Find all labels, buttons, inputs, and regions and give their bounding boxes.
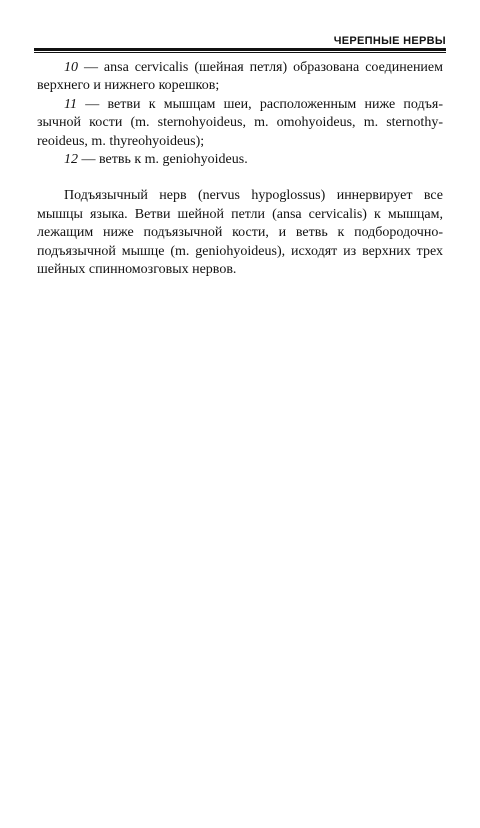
legend-number: 11	[64, 96, 77, 112]
running-head: ЧЕРЕПНЫЕ НЕРВЫ	[333, 35, 446, 47]
legend-text: — ansa cervicalis (шейная петля) образована соединением верхнего и нижнего корешков;	[37, 60, 443, 94]
legend-item-12	[37, 151, 443, 169]
header-rule-thin	[34, 52, 446, 53]
legend-number: 10	[64, 60, 78, 75]
body-paragraph: Подъязычный нерв (nervus hypoglossus) иннервирует все мышцы языка. Ветви шейной петли (ansa cervicalis) к мышцам, лежащим ниже подъязычной кости, и ветвь к подбородочноподъязычной мышце (m. geniohyoideus), исходят из верхних трех шейных спинномозговых нервов.	[37, 188, 443, 278]
legend-number: 12	[64, 152, 78, 168]
page-text	[37, 59, 443, 279]
legend-text: — ветви к мышцам шеи, расположенным ниже подъязычной кости (m. sternohyoideus, m. omohyoideus, m. sternothyreoideus, m. thyreohyoideus);	[37, 96, 443, 149]
header-rule-thick	[34, 48, 446, 51]
legend-item-10	[37, 59, 443, 96]
legend-text: — ветвь к m. geniohyoideus.	[78, 152, 248, 168]
legend-item-11	[37, 96, 443, 151]
